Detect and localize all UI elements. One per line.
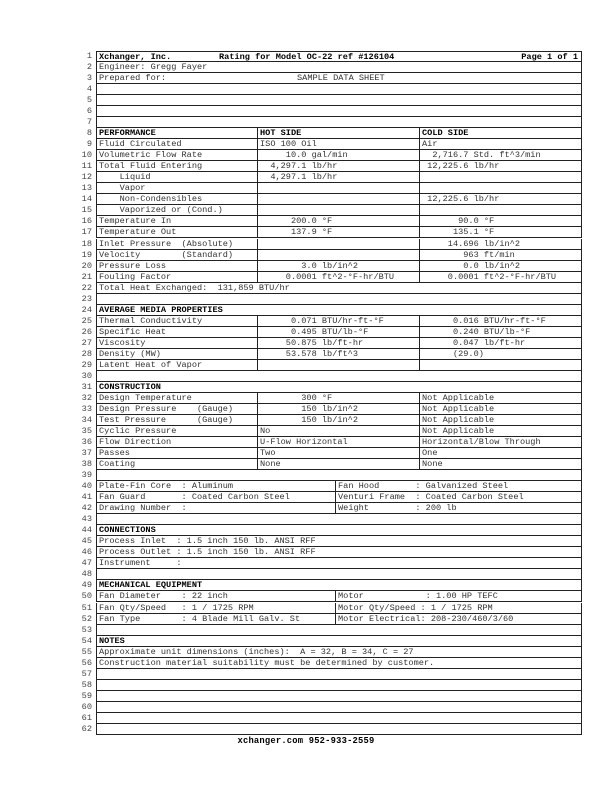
- right-value: Weight : 200 lb: [336, 503, 582, 514]
- hot-side-value: 10.0 gal/min: [258, 150, 420, 161]
- hot-side-value: 50.875 lb/ft-hr: [258, 338, 420, 349]
- blank-row: [96, 117, 582, 128]
- performance-row: [96, 172, 582, 183]
- blank-cell: [96, 106, 582, 117]
- notes-row: [96, 658, 582, 669]
- line-number: 31: [81, 381, 92, 392]
- row-label: Coating: [96, 459, 258, 470]
- cold-side-value: Not Applicable: [420, 404, 582, 415]
- connection-value: Process Outlet : 1.5 inch 150 lb. ANSI RFF: [96, 547, 582, 558]
- cold-side-value: Not Applicable: [420, 415, 582, 426]
- blank-cell: [96, 691, 582, 702]
- blank-row: [96, 514, 582, 525]
- row-label: Volumetric Flow Rate: [96, 150, 258, 161]
- line-number: 29: [81, 359, 92, 370]
- line-number: 22: [81, 282, 92, 293]
- section-header: CONNECTIONS: [96, 525, 582, 536]
- hot-side-value: No: [258, 426, 420, 437]
- hot-side-value: [258, 194, 420, 205]
- performance-row: [96, 216, 582, 227]
- cold-side-value: Air: [420, 139, 582, 150]
- line-number: 43: [81, 514, 92, 525]
- row-label: Design Temperature: [96, 393, 258, 404]
- cold-side-value: [420, 205, 582, 216]
- performance-row: [96, 261, 582, 272]
- line-number: 59: [81, 690, 92, 701]
- left-value: Fan Diameter : 22 inch: [96, 591, 336, 602]
- blank-row: [96, 724, 582, 735]
- note-text: Approximate unit dimensions (inches): A = 32, B = 34, C = 27: [96, 647, 582, 658]
- hot-side-value: HOT SIDE: [258, 128, 420, 139]
- cold-side-value: [420, 183, 582, 194]
- cold-side-value: 0.0 lb/in^2: [420, 261, 582, 272]
- blank-cell: [96, 713, 582, 724]
- line-number: 39: [81, 470, 92, 481]
- hot-side-value: [258, 183, 420, 194]
- row-label: Temperature In: [96, 216, 258, 227]
- cold-side-value: 0.0001 ft^2-°F-hr/BTU: [420, 272, 582, 283]
- line-number: 28: [81, 348, 92, 359]
- cold-side-value: None: [420, 459, 582, 470]
- title-row: [96, 51, 582, 62]
- line-number: 35: [81, 426, 92, 437]
- blank-row: [96, 569, 582, 580]
- cold-side-value: 12,225.6 lb/hr: [420, 194, 582, 205]
- blank-cell: [96, 470, 582, 481]
- hot-side-value: 0.071 BTU/hr-ft-°F: [258, 316, 420, 327]
- blank-cell: [96, 569, 582, 580]
- construction-row: [96, 459, 582, 470]
- line-number: 27: [81, 337, 92, 348]
- blank-row: [96, 680, 582, 691]
- hot-side-value: 0.0001 ft^2-°F-hr/BTU: [258, 272, 420, 283]
- right-value: Motor Electrical: 208-230/460/3/60: [336, 614, 582, 625]
- line-number: 50: [81, 591, 92, 602]
- media-header-row: [96, 305, 582, 316]
- line-number: 21: [81, 271, 92, 282]
- hot-side-value: 300 °F: [258, 393, 420, 404]
- row-label: Specific Heat: [96, 327, 258, 338]
- prepared-for-label: Prepared for:: [99, 73, 167, 84]
- hot-side-value: 0.495 BTU/lb-°F: [258, 327, 420, 338]
- line-number: 44: [81, 525, 92, 536]
- media-row: [96, 327, 582, 338]
- blank-row: [96, 625, 582, 636]
- line-number: 40: [81, 481, 92, 492]
- line-number: 62: [81, 723, 92, 734]
- hot-side-value: 137.9 °F: [258, 227, 420, 238]
- line-number: 60: [81, 701, 92, 712]
- row-label: Viscosity: [96, 338, 258, 349]
- cold-side-value: 90.0 °F: [420, 216, 582, 227]
- line-number: 8: [86, 128, 92, 139]
- line-number: 20: [81, 260, 92, 271]
- cold-side-value: 0.047 lb/ft-hr: [420, 338, 582, 349]
- left-value: Fan Guard : Coated Carbon Steel: [96, 492, 336, 503]
- line-number: 52: [81, 613, 92, 624]
- line-number: 26: [81, 326, 92, 337]
- line-number: 5: [86, 95, 92, 106]
- cold-side-value: 12,225.6 lb/hr: [420, 161, 582, 172]
- hot-side-value: U-Flow Horizontal: [258, 437, 420, 448]
- blank-row: [96, 294, 582, 305]
- footer-contact: xchanger.com 952-933-2559: [237, 736, 375, 746]
- mechanical-header-row: [96, 580, 582, 591]
- blank-cell: [96, 625, 582, 636]
- line-number: 11: [81, 161, 92, 172]
- cold-side-value: 0.016 BTU/hr-ft-°F: [420, 316, 582, 327]
- notes-row: [96, 647, 582, 658]
- blank-cell: [96, 371, 582, 382]
- cold-side-value: One: [420, 448, 582, 459]
- hot-side-value: 53.578 lb/ft^3: [258, 349, 420, 360]
- note-text: Construction material suitability must be determined by customer.: [96, 658, 582, 669]
- performance-row: [96, 161, 582, 172]
- line-number: 9: [86, 139, 92, 150]
- line-number: 7: [86, 117, 92, 128]
- page-indicator: Page 1 of 1: [521, 52, 578, 62]
- row-label: Density (MW): [96, 349, 258, 360]
- engineer-name: Engineer: Gregg Fayer: [96, 62, 582, 73]
- line-number: 19: [81, 249, 92, 260]
- cold-side-value: [420, 172, 582, 183]
- line-number: 14: [81, 194, 92, 205]
- company-name: Xchanger, Inc.: [99, 52, 172, 62]
- line-number: 25: [81, 315, 92, 326]
- blank-row: [96, 691, 582, 702]
- row-label: Temperature Out: [96, 227, 258, 238]
- performance-header-row: [96, 128, 582, 139]
- materials-row: [96, 492, 582, 503]
- line-number: 3: [86, 73, 92, 84]
- row-label: Latent Heat of Vapor: [96, 360, 258, 371]
- left-value: Fan Qty/Speed : 1 / 1725 RPM: [96, 603, 336, 614]
- hot-side-value: 4,297.1 lb/hr: [258, 172, 420, 183]
- cold-side-value: (29.0): [420, 349, 582, 360]
- line-number: 45: [81, 536, 92, 547]
- blank-row: [96, 371, 582, 382]
- performance-row: [96, 150, 582, 161]
- row-label: Non-Condensibles: [96, 194, 258, 205]
- connection-value: Instrument :: [96, 558, 582, 569]
- line-number: 46: [81, 547, 92, 558]
- construction-header-row: [96, 382, 582, 393]
- mechanical-row: [96, 603, 582, 614]
- hot-side-value: ISO 100 Oil: [258, 139, 420, 150]
- line-number: 48: [81, 569, 92, 580]
- blank-cell: [96, 680, 582, 691]
- title-cell: [96, 51, 582, 62]
- connections-row: [96, 536, 582, 547]
- line-number: 13: [81, 183, 92, 194]
- cold-side-value: [420, 360, 582, 371]
- row-label: Passes: [96, 448, 258, 459]
- blank-row: [96, 95, 582, 106]
- line-number: 16: [81, 216, 92, 227]
- construction-row: [96, 437, 582, 448]
- media-row: [96, 360, 582, 371]
- section-header: MECHANICAL EQUIPMENT: [96, 580, 582, 591]
- hot-side-value: 150 lb/in^2: [258, 404, 420, 415]
- performance-row: [96, 227, 582, 238]
- section-header: CONSTRUCTION: [96, 382, 582, 393]
- line-number: 32: [81, 392, 92, 403]
- blank-row: [96, 713, 582, 724]
- document-title: Rating for Model OC-22 ref #126104: [219, 52, 395, 62]
- row-label: Pressure Loss: [96, 261, 258, 272]
- row-label: Inlet Pressure (Absolute): [96, 239, 258, 250]
- prepared-for-row: [96, 73, 582, 84]
- line-number: 23: [81, 293, 92, 304]
- line-number: 41: [81, 492, 92, 503]
- row-label: PERFORMANCE: [96, 128, 258, 139]
- line-number: 54: [81, 635, 92, 646]
- line-number: 15: [81, 205, 92, 216]
- right-value: Venturi Frame : Coated Carbon Steel: [336, 492, 582, 503]
- row-label: Vaporized or (Cond.): [96, 205, 258, 216]
- blank-row: [96, 669, 582, 680]
- cold-side-value: Not Applicable: [420, 393, 582, 404]
- notes-header-row: [96, 636, 582, 647]
- left-value: Drawing Number :: [96, 503, 336, 514]
- blank-cell: [96, 294, 582, 305]
- blank-row: [96, 470, 582, 481]
- line-number: 38: [81, 459, 92, 470]
- line-number: 58: [81, 679, 92, 690]
- row-label: Total Fluid Entering: [96, 161, 258, 172]
- line-number: 36: [81, 437, 92, 448]
- line-number: 6: [86, 106, 92, 117]
- hot-side-value: 4,297.1 lb/hr: [258, 161, 420, 172]
- engineer-row: [96, 62, 582, 73]
- cold-side-value: Not Applicable: [420, 426, 582, 437]
- cold-side-value: 0.240 BTU/lb-°F: [420, 327, 582, 338]
- right-value: Motor : 1.00 HP TEFC: [336, 591, 582, 602]
- media-row: [96, 349, 582, 360]
- blank-cell: [96, 95, 582, 106]
- line-number: 61: [81, 712, 92, 723]
- line-number: 2: [86, 62, 92, 73]
- line-number: 1: [86, 51, 92, 61]
- row-label: Test Pressure (Gauge): [96, 415, 258, 426]
- blank-row: [96, 106, 582, 117]
- hot-side-value: 200.0 °F: [258, 216, 420, 227]
- construction-row: [96, 448, 582, 459]
- construction-row: [96, 426, 582, 437]
- materials-row: [96, 503, 582, 514]
- line-number: 24: [81, 304, 92, 315]
- line-number: 47: [81, 558, 92, 569]
- cold-side-value: 963 ft/min: [420, 250, 582, 261]
- row-label: Vapor: [96, 183, 258, 194]
- left-value: Fan Type : 4 Blade Mill Galv. St: [96, 614, 336, 625]
- blank-cell: [96, 702, 582, 713]
- row-label: Cyclic Pressure: [96, 426, 258, 437]
- row-label: Thermal Conductivity: [96, 316, 258, 327]
- blank-cell: [96, 84, 582, 95]
- cold-side-value: Horizontal/Blow Through: [420, 437, 582, 448]
- prepared-for-value: SAMPLE DATA SHEET: [297, 73, 385, 84]
- line-number: 57: [81, 668, 92, 679]
- line-number: 42: [81, 503, 92, 514]
- hot-side-value: 3.0 lb/in^2: [258, 261, 420, 272]
- total-heat-row: [96, 283, 582, 294]
- blank-cell: [96, 669, 582, 680]
- mechanical-row: [96, 614, 582, 625]
- row-label: Fluid Circulated: [96, 139, 258, 150]
- performance-row: [96, 194, 582, 205]
- section-header: AVERAGE MEDIA PROPERTIES: [96, 305, 582, 316]
- section-header: NOTES: [96, 636, 582, 647]
- connection-value: Process Inlet : 1.5 inch 150 lb. ANSI RFF: [96, 536, 582, 547]
- left-value: Plate-Fin Core : Aluminum: [96, 481, 336, 492]
- line-number: 10: [81, 150, 92, 161]
- hot-side-value: [258, 250, 420, 261]
- cold-side-value: 2,716.7 Std. ft^3/min: [420, 150, 582, 161]
- right-value: Fan Hood : Galvanized Steel: [336, 481, 582, 492]
- line-number: 12: [81, 172, 92, 183]
- row-label: Design Pressure (Gauge): [96, 404, 258, 415]
- line-number: 53: [81, 624, 92, 635]
- line-number: 56: [81, 657, 92, 668]
- row-label: Liquid: [96, 172, 258, 183]
- performance-row: [96, 205, 582, 216]
- hot-side-value: 150 lb/in^2: [258, 415, 420, 426]
- right-value: Motor Qty/Speed : 1 / 1725 RPM: [336, 603, 582, 614]
- line-number: 33: [81, 403, 92, 414]
- cold-side-value: 135.1 °F: [420, 227, 582, 238]
- blank-row: [96, 84, 582, 95]
- line-number: 51: [81, 602, 92, 613]
- materials-row: [96, 481, 582, 492]
- line-number: 18: [81, 238, 92, 249]
- connections-row: [96, 547, 582, 558]
- performance-row: [96, 250, 582, 261]
- connections-row: [96, 558, 582, 569]
- row-label: Flow Direction: [96, 437, 258, 448]
- cold-side-value: COLD SIDE: [420, 128, 582, 139]
- blank-cell: [96, 724, 582, 735]
- media-row: [96, 338, 582, 349]
- line-number: 34: [81, 414, 92, 425]
- row-label: Velocity (Standard): [96, 250, 258, 261]
- media-row: [96, 316, 582, 327]
- line-number: 4: [86, 84, 92, 95]
- hot-side-value: Two: [258, 448, 420, 459]
- line-number: 17: [81, 227, 92, 238]
- blank-row: [96, 702, 582, 713]
- performance-row: [96, 183, 582, 194]
- connections-header-row: [96, 525, 582, 536]
- hot-side-value: None: [258, 459, 420, 470]
- cold-side-value: 14.696 lb/in^2: [420, 239, 582, 250]
- construction-row: [96, 393, 582, 404]
- hot-side-value: [258, 205, 420, 216]
- line-number: 30: [81, 370, 92, 381]
- line-number: 55: [81, 646, 92, 657]
- construction-row: [96, 415, 582, 426]
- mechanical-row: [96, 591, 582, 602]
- line-number: 49: [81, 580, 92, 591]
- construction-row: [96, 404, 582, 415]
- line-number: 37: [81, 448, 92, 459]
- total-heat-exchanged: Total Heat Exchanged: 131,859 BTU/hr: [96, 283, 582, 294]
- blank-cell: [96, 514, 582, 525]
- performance-row: [96, 139, 582, 150]
- performance-row: [96, 272, 582, 283]
- row-label: Fouling Factor: [96, 272, 258, 283]
- hot-side-value: [258, 360, 420, 371]
- blank-cell: [96, 117, 582, 128]
- hot-side-value: [258, 239, 420, 250]
- performance-row: [96, 239, 582, 250]
- prepared-for-cell: [96, 73, 582, 84]
